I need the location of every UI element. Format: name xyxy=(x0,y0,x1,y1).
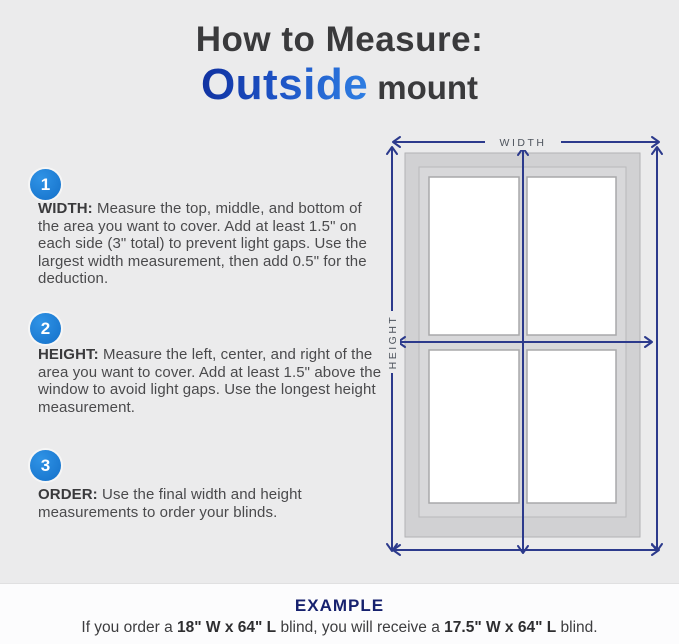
step-1-text xyxy=(38,200,382,288)
window-pane-bottom-left xyxy=(429,350,519,503)
step-1-label: WIDTH: xyxy=(38,200,93,217)
step-2-text xyxy=(38,346,382,416)
example-sentence xyxy=(0,619,679,637)
title-line1: How to Measure: xyxy=(195,20,484,59)
example-seg-3: blind, you will receive a xyxy=(276,619,445,636)
step-2-badge: 2 xyxy=(30,313,61,344)
step-3-label: ORDER: xyxy=(38,486,98,503)
title-line2 xyxy=(0,59,679,109)
page-title xyxy=(0,22,679,108)
title-highlight: Outside xyxy=(200,59,369,109)
step-3-badge: 3 xyxy=(30,450,61,481)
example-received-size: 17.5" W x 64" L xyxy=(444,619,557,636)
example-heading: EXAMPLE xyxy=(294,596,385,615)
step-2-label: HEIGHT: xyxy=(38,346,99,363)
window-pane-bottom-right xyxy=(527,350,616,503)
step-1-body: Measure the top, middle, and bottom of the area you want to cover. Add at least 1.5" on each side (3" total) to prevent light gaps. Use the largest width measurement, then add 0.5" for the deduction. xyxy=(38,200,367,287)
window-illustration xyxy=(380,125,675,585)
step-2-body: Measure the left, center, and right of the area you want to cover. Add at least 1.5" above the window to avoid light gaps. Use the longest height measurement. xyxy=(38,346,382,416)
step-3-body: Use the final width and height measurements to order your blinds. xyxy=(38,486,302,521)
example-seg-1: If you order a xyxy=(81,619,178,636)
example-section xyxy=(0,583,679,644)
window-pane-top-left xyxy=(429,177,519,335)
window-pane-top-right xyxy=(527,177,616,335)
title-suffix: mount xyxy=(377,68,479,106)
width-label: WIDTH xyxy=(499,137,547,149)
example-ordered-size: 18" W x 64" L xyxy=(177,619,277,636)
height-label: HEIGHT xyxy=(387,314,399,370)
example-seg-5: blind. xyxy=(556,619,598,636)
step-1-badge: 1 xyxy=(30,169,61,200)
step-3-text xyxy=(38,486,382,521)
